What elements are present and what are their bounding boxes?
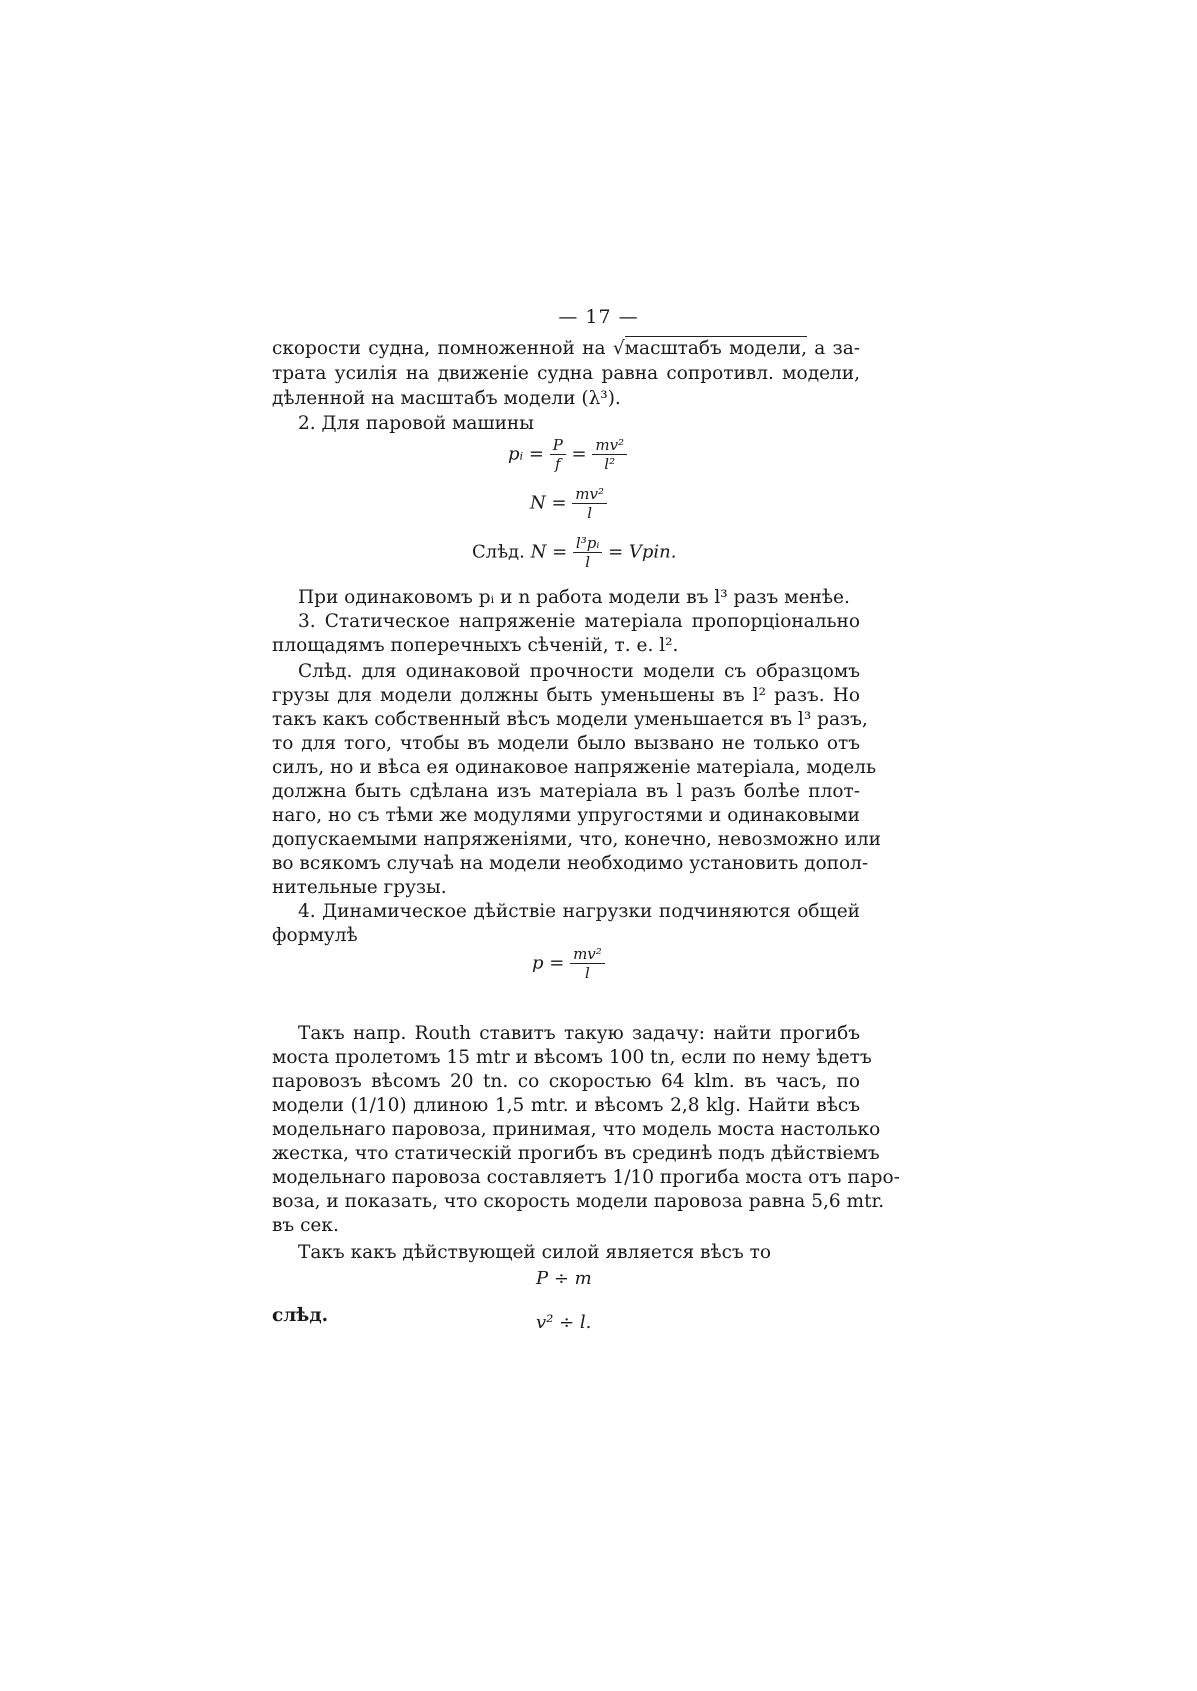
text-span: а за-	[814, 338, 860, 359]
paragraph-line: воза, и показать, что скорость модели паровоза равна 5,6 mtr.	[272, 1191, 885, 1212]
paragraph-line	[272, 337, 860, 361]
denominator: l	[585, 553, 591, 571]
paragraph-line: формулѣ	[272, 925, 358, 946]
fraction	[572, 485, 607, 522]
sqrt-sign: √	[612, 338, 625, 359]
paragraph-line: Такъ напр. Routh ставитъ такую задачу: найти прогибъ	[298, 1023, 860, 1044]
paragraph-line: Слѣд. для одинаковой прочности модели съ образцомъ	[298, 661, 860, 682]
paragraph-line: трата усилія на движеніе судна равна сопротивл. модели,	[272, 363, 860, 384]
eq-prefix: Слѣд.	[472, 541, 525, 563]
eq-lhs: N =	[530, 492, 567, 514]
equation-weight: P ÷ m	[536, 1268, 592, 1289]
equation-p	[532, 945, 605, 982]
fraction	[573, 534, 602, 571]
paragraph-line: дѣленной на масштабъ модели (λ³).	[272, 388, 621, 409]
sqrt-content: масштабъ модели,	[624, 338, 807, 359]
paragraph-line: силъ, но и вѣса ея одинаковое напряженіе матеріала, модель	[272, 757, 877, 778]
paragraph-line: площадямъ поперечныхъ сѣченій, т. е. l².	[272, 635, 679, 656]
numerator: mv²	[572, 485, 607, 504]
paragraph-line: 4. Динамическое дѣйствіе нагрузки подчиняются общей	[298, 901, 860, 922]
paragraph-line: модельнаго паровоза составляетъ 1/10 прогиба моста отъ паро-	[272, 1167, 900, 1188]
paragraph-line: паровозъ вѣсомъ 20 tn. со скоростью 64 klm. въ часъ, по	[272, 1071, 860, 1092]
paragraph-line: модельнаго паровоза, принимая, что модель моста настолько	[272, 1119, 881, 1140]
section-heading: 2. Для паровой машины	[298, 413, 534, 434]
paragraph-line: должна быть сдѣлана изъ матеріала въ l разъ болѣе плот-	[272, 781, 860, 802]
paragraph-line: въ сек.	[272, 1215, 339, 1236]
fraction	[570, 945, 605, 982]
fraction	[550, 436, 566, 473]
paragraph-line: 3. Статическое напряженіе матеріала пропорціонально	[298, 611, 860, 632]
paragraph-line: грузы для модели должны быть уменьшены въ l² разъ. Но	[272, 685, 860, 706]
eq-lhs: N =	[530, 541, 568, 563]
paragraph-line: жестка, что статическій прогибъ въ срединѣ подъ дѣйствіемъ	[272, 1143, 880, 1164]
paragraph-line: моста пролетомъ 15 mtr и вѣсомъ 100 tn, если по нему ѣдетъ	[272, 1047, 872, 1068]
equation-n	[530, 485, 607, 522]
equation-velocity: v² ÷ l.	[536, 1312, 592, 1333]
sled-label: слѣд.	[272, 1305, 329, 1326]
denominator: f	[554, 455, 561, 473]
numerator: mv²	[592, 436, 627, 455]
paragraph-line: модели (1/10) длиною 1,5 mtr. и вѣсомъ 2,8 klg. Найти вѣсъ	[272, 1095, 860, 1116]
paragraph-line: такъ какъ собственный вѣсъ модели уменьшается въ l³ разъ,	[272, 709, 868, 730]
fraction	[592, 436, 627, 473]
paragraph-line: допускаемыми напряженіями, что, конечно, невозможно или	[272, 829, 881, 850]
page-number: — 17 —	[558, 306, 639, 328]
equation-n-result	[472, 534, 676, 571]
denominator: l²	[604, 455, 616, 473]
paragraph-line: во всякомъ случаѣ на модели необходимо установить допол-	[272, 853, 869, 874]
eq-rhs: = Vpin.	[608, 541, 677, 563]
numerator: mv²	[570, 945, 605, 964]
text-span: скорости судна, помноженной на	[272, 338, 606, 359]
paragraph-line: При одинаковомъ pᵢ и n работа модели въ l³ разъ менѣе.	[298, 587, 850, 608]
eq-lhs: p =	[532, 952, 565, 974]
paragraph-line: наго, но съ тѣми же модулями упругостями и одинаковыми	[272, 805, 860, 826]
eq-lhs: pᵢ =	[508, 443, 544, 465]
equals-sign: =	[571, 443, 587, 465]
numerator: P	[550, 436, 566, 455]
paragraph-line: нительные грузы.	[272, 877, 447, 898]
numerator: l³pᵢ	[573, 534, 602, 553]
paragraph-line: то для того, чтобы въ модели было вызвано не только отъ	[272, 733, 860, 754]
paragraph-line: Такъ какъ дѣйствующей силой является вѣсъ то	[298, 1242, 771, 1263]
denominator: l	[585, 964, 590, 982]
denominator: l	[587, 504, 593, 522]
equation-pi	[508, 436, 627, 473]
